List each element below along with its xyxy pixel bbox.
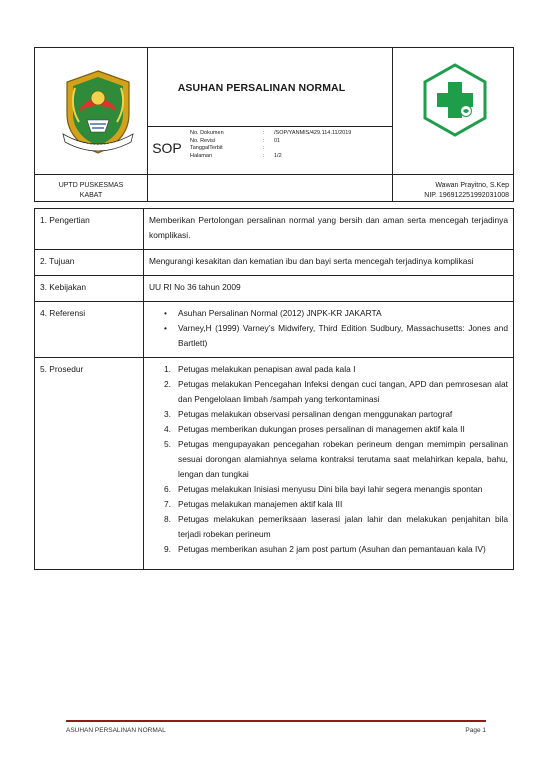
list-item: 5. Petugas mengupayakan pencegahan robekan perineum dengan memimpin persalinan sesuai dorongan alamiahnya selama kontraksi terutama saat melahirkan kepala, bahu, lengan dan tungkai: [164, 439, 508, 479]
footer-title: ASUHAN PERSALINAN NORMAL: [66, 727, 166, 734]
signer-nip: NIP. 196912251992031008: [424, 191, 509, 199]
header-divider: [147, 126, 392, 127]
list-item: 8. Petugas melakukan pemeriksaan laserasi jalan lahir dan melakukan penjahitan bila terjadi robekan perineum: [164, 514, 508, 539]
sop-content-table: [34, 208, 514, 570]
row-label-prosedur: 5. Prosedur: [35, 358, 144, 570]
footer-rule: [66, 720, 486, 722]
row-label-kebijakan: 3. Kebijakan: [35, 276, 144, 302]
list-item: 1. Petugas melakukan penapisan awal pada kala I: [164, 364, 356, 374]
document-title: ASUHAN PERSALINAN NORMAL: [177, 82, 346, 94]
reference-list: [149, 306, 508, 351]
tujuan-text: Mengurangi kesakitan dan kematian ibu dan bayi serta mencegah terjadinya komplikasi: [144, 250, 514, 276]
table-row: [35, 302, 514, 358]
list-item: 9. Petugas memberikan asuhan 2 jam post partum (Asuhan dan pemantauan kala IV): [164, 544, 486, 554]
referensi-cell: [144, 302, 514, 358]
header-divider: [392, 48, 393, 201]
document-header: ASUHAN PERSALINAN NORMAL SOP No. Dokumen : /SOP/YANMIS/429.114.11/2019 No. Revisi : 01 TanggalTerbit : Halaman : 1/2 UPTD PUSKESMAS KABAT Wawan Prayitno, S.Kep NIP. 196912251992031008: [34, 47, 514, 202]
puskesmas-logo-icon: [417, 62, 493, 138]
sop-label: SOP: [152, 140, 182, 156]
row-label-pengertian: 1. Pengertian: [35, 209, 144, 250]
list-item: 4. Petugas memberikan dukungan proses persalinan di managemen aktif kala II: [164, 424, 465, 434]
pengertian-text: Memberikan Pertolongan persalinan normal yang bersih dan aman serta mencegah terjadinya komplikasi.: [144, 209, 514, 250]
signer-name: Wawan Prayitno, S.Kep: [435, 182, 509, 189]
list-item: 3. Petugas melakukan observasi persalinan dengan menggunakan partograf: [164, 409, 453, 419]
header-divider: [35, 174, 513, 175]
provincial-emblem-icon: [57, 68, 139, 156]
row-label-referensi: 4. Referensi: [35, 302, 144, 358]
list-item: • Asuhan Persalinan Normal (2012) JNPK-KR JAKARTA: [164, 306, 508, 321]
header-divider: [147, 48, 148, 201]
row-label-tujuan: 2. Tujuan: [35, 250, 144, 276]
table-row: [35, 276, 514, 302]
list-item: 7. Petugas melakukan manajemen aktif kala III: [164, 499, 343, 509]
kebijakan-text: UU RI No 36 tahun 2009: [144, 276, 514, 302]
list-item: 2. Petugas melakukan Pencegahan Infeksi dengan cuci tangan, APD dan pemrosesan alat dan Pengelolaan limbah /sampah yang terkontaminasi: [164, 379, 508, 404]
table-row: [35, 358, 514, 570]
list-item: • Varney,H (1999) Varney’s Midwifery, Third Edition Sudbury, Massachusetts: Jones and Bartlett): [164, 321, 508, 351]
list-item: 6. Petugas melakukan Inisiasi menyusu Dini bila bayi lahir segera menangis spontan: [164, 484, 483, 494]
footer-page-number: Page 1: [465, 727, 486, 734]
unit-name: UPTD PUSKESMAS KABAT: [58, 182, 124, 199]
procedure-list: [149, 362, 508, 557]
prosedur-cell: [144, 358, 514, 570]
table-row: [35, 209, 514, 250]
table-row: [35, 250, 514, 276]
signer-block: [424, 181, 509, 200]
